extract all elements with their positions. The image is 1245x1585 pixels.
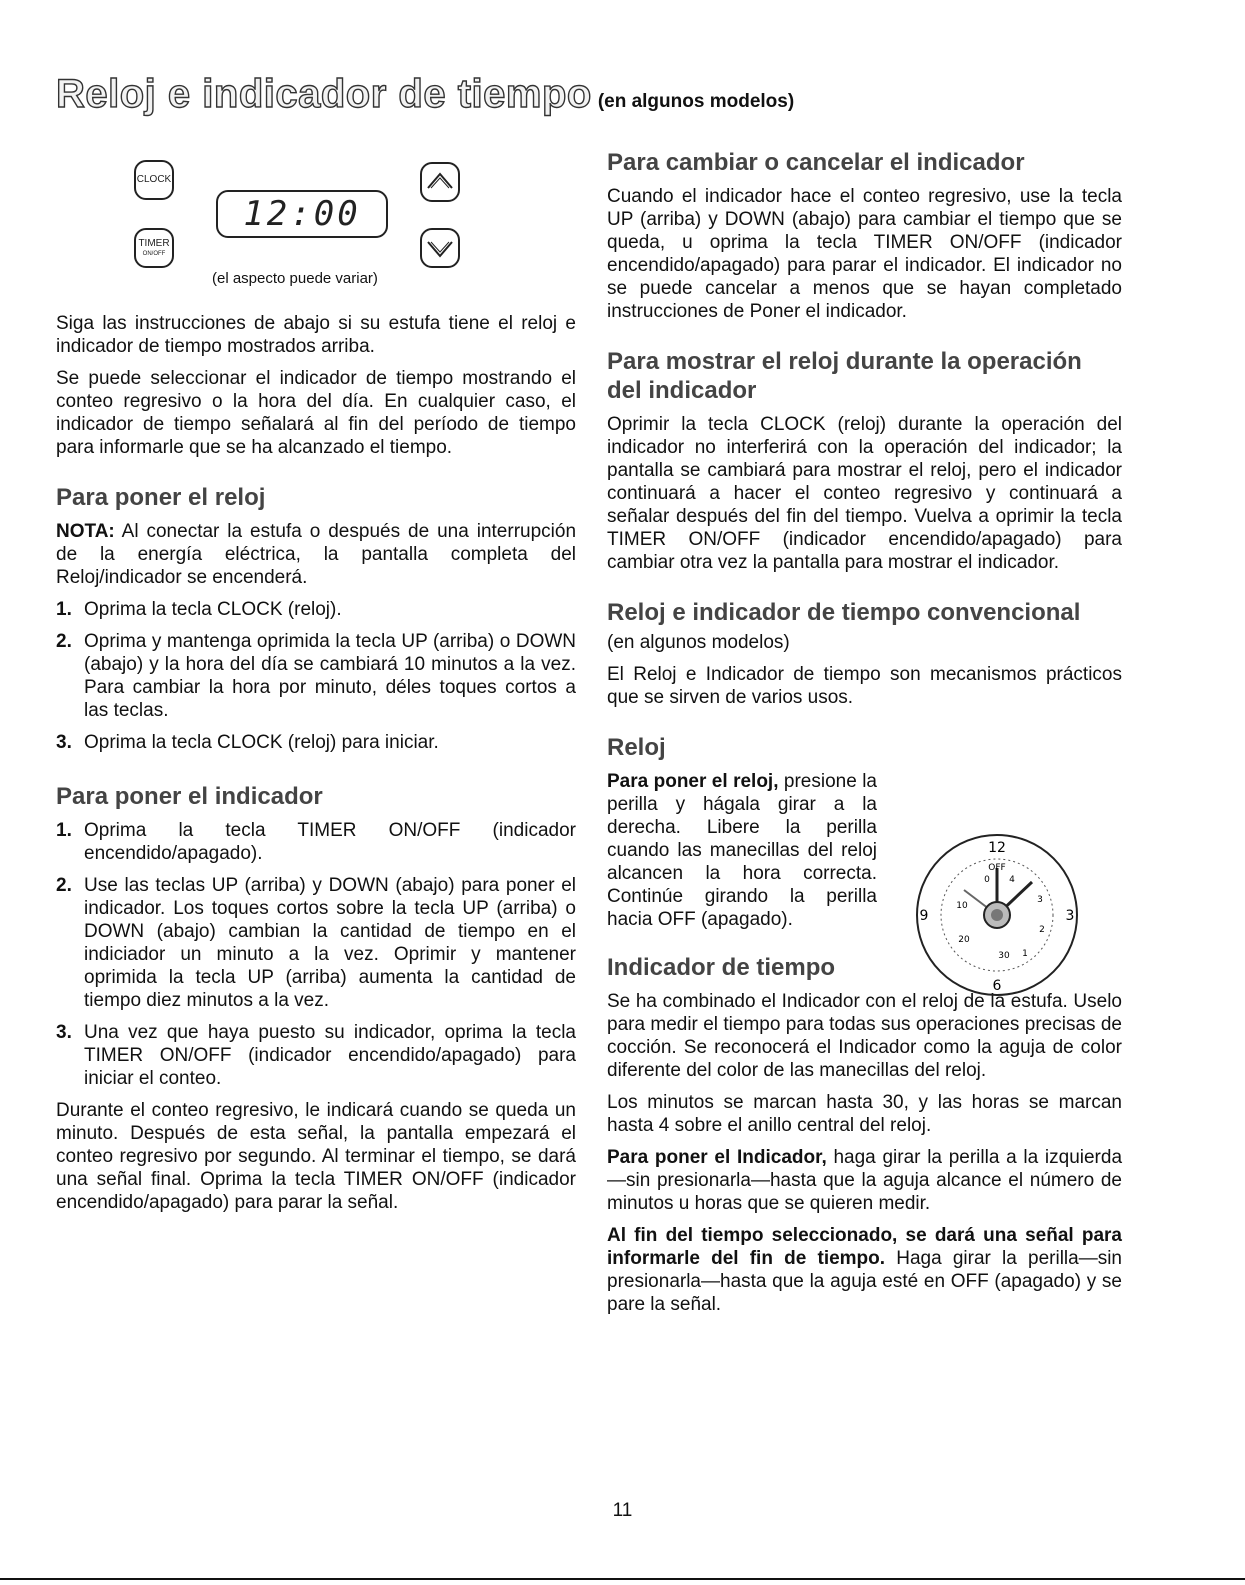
timer-button-label: TIMER <box>138 238 170 249</box>
conventional-paragraph: El Reloj e Indicador de tiempo son mecanismos prácticos que se sirven de varios usos. <box>607 664 1122 708</box>
show-clock-paragraph: Oprimir la tecla CLOCK (reloj) durante la operación del indicador no interferirá con la operación del indicador; la pantalla se cambiará para mostrar el reloj, pero el indicador continuará a hacer el conteo regresivo y continuará a señalar después del fin del tiempo. Vuelva a oprimir la tecla TIMER ON/OFF (indicador encendido/apagado) para cambiar otra vez la pantalla para mostrar el indicador. <box>607 414 1122 573</box>
change-timer-heading: Para cambiar o cancelar el indicador <box>607 149 1025 176</box>
down-arrow-icon <box>422 230 458 266</box>
page-title-sub: (en algunos modelos) <box>597 91 795 112</box>
set-timer-heading: Para poner el indicador <box>56 783 323 810</box>
reloj-paragraph <box>607 770 877 931</box>
list-item: 1. Oprima la tecla CLOCK (reloj). <box>56 599 342 620</box>
intro-paragraph-1: Siga las instrucciones de abajo si su estufa tiene el reloj e indicador de tiempo mostrados arriba. <box>56 313 576 357</box>
indicador-paragraph-3: Para poner el Indicador, haga girar la perilla a la izquierda—sin presionarla—hasta que la aguja alcance el número de minutos u horas que se quieren medir. <box>607 1147 1123 1214</box>
conventional-heading: Reloj e indicador de tiempo convencional <box>607 599 1081 626</box>
dial-label-20: 20 <box>958 935 970 945</box>
reloj-bold: Para poner el reloj, <box>607 771 779 792</box>
up-arrow-icon <box>422 164 458 200</box>
clock-dial-illustration <box>912 830 1082 1000</box>
dial-label-6: 6 <box>992 978 1002 994</box>
clock-button-label: CLOCK <box>136 174 172 185</box>
show-clock-heading: Para mostrar el reloj durante la operación del indicador <box>607 348 1082 404</box>
timer-display: 12:00 <box>216 190 388 238</box>
clock-dial-svg <box>912 830 1082 1000</box>
list-item: 1. Oprima la tecla TIMER ON/OFF (indicador encendido/apagado). <box>56 820 576 864</box>
page-title-main: Reloj e indicador de tiempo <box>56 72 592 116</box>
nota-text: Al conectar la estufa o después de una interrupción de la energía eléctrica, la pantalla completa del Reloj/indicador se encenderá. <box>56 521 577 588</box>
dial-label-0: 0 <box>984 875 990 885</box>
list-item: 3. Oprima la tecla CLOCK (reloj) para iniciar. <box>56 732 439 753</box>
dial-label-30: 30 <box>998 951 1010 961</box>
dial-label-4: 4 <box>1009 875 1015 885</box>
set-clock-steps <box>56 598 576 754</box>
up-button <box>420 162 460 202</box>
indicador-paragraph-2: Los minutos se marcan hasta 30, y las horas se marcan hasta 4 sobre el anillo central del reloj. <box>607 1092 1122 1136</box>
dial-label-3: 3 <box>1065 908 1075 924</box>
reloj-text: presione la perilla y hágala girar a la derecha. Libere la perilla cuando las manecillas del reloj alcancen la hora correcta. Continúe girando la perilla hacia OFF (apagado). <box>607 771 877 930</box>
timer-button-sublabel: ON/OFF <box>142 251 166 257</box>
dial-label-12: 12 <box>988 840 1006 856</box>
dial-label-m2: 2 <box>1039 925 1045 935</box>
dial-label-10: 10 <box>956 901 968 911</box>
right-column <box>607 148 1122 1325</box>
nota-label: NOTA: <box>56 521 115 542</box>
dial-label-off: OFF <box>988 863 1006 873</box>
down-button <box>420 228 460 268</box>
dial-label-9: 9 <box>919 908 929 924</box>
reloj-heading: Reloj <box>607 734 666 761</box>
page-title <box>56 72 794 117</box>
left-column <box>56 312 576 1223</box>
dial-knob-center <box>991 909 1003 921</box>
intro-paragraph-2: Se puede seleccionar el indicador de tiempo mostrando el conteo regresivo o la hora del día. En cualquier caso, el indicador de tiempo señalará al fin del período de tiempo para informarle que se ha alcanzado el tiempo. <box>56 368 576 458</box>
dial-label-m3: 3 <box>1037 895 1043 905</box>
list-item: 3. Una vez que haya puesto su indicador, oprima la tecla TIMER ON/OFF (indicador encendido/apagado) para iniciar el conteo. <box>56 1022 576 1089</box>
set-timer-steps <box>56 819 576 1090</box>
control-panel-illustration <box>130 160 470 290</box>
timer-button <box>134 228 174 268</box>
change-timer-paragraph: Cuando el indicador hace el conteo regresivo, use la tecla UP (arriba) y DOWN (abajo) para cambiar el tiempo que se queda, u oprima la tecla TIMER ON/OFF (indicador encendido/apagado) para parar el indicador. El indicador no se puede cancelar a menos que se hayan completado instrucciones de Poner el indicador. <box>607 186 1122 322</box>
set-clock-heading: Para poner el reloj <box>56 484 266 511</box>
clock-button <box>134 160 174 200</box>
dial-label-m1: 1 <box>1022 949 1028 959</box>
bottom-rule <box>0 1578 1245 1580</box>
indicador-paragraph-4: Al fin del tiempo seleccionado, se dará una señal para informarle del fin de tiempo. Haga girar la perilla—sin presionarla—hasta que la aguja esté en OFF (apagado) y se pare la señal. <box>607 1225 1122 1315</box>
list-item: 2. Use las teclas UP (arriba) y DOWN (abajo) para poner el indicador. Los toques cortos sobre la tecla UP (arriba) o DOWN (abajo) cambian la cantidad de tiempo en el indiciador un minuto a la vez. Oprimir y mantener oprimida la tecla UP (arriba) aumenta la cantidad de tiempo diez minutos a la vez. <box>56 875 576 1011</box>
conventional-subtitle: (en algunos modelos) <box>607 632 790 653</box>
page-number: 11 <box>612 1500 633 1521</box>
list-item: 2. Oprima y mantenga oprimida la tecla UP (arriba) o DOWN (abajo) y la hora del día se cambiará 10 minutos a la vez. Para cambiar la hora por minuto, déles toques cortos a las teclas. <box>56 631 576 721</box>
countdown-paragraph: Durante el conteo regresivo, le indicará cuando se queda un minuto. Después de esta señal, la pantalla empezará el conteo regresivo por segundo. Al terminar el tiempo, se dará una señal final. Oprima la tecla TIMER ON/OFF (indicador encendido/apagado) para parar la señal. <box>56 1100 576 1213</box>
panel-caption: (el aspecto puede variar) <box>212 270 378 287</box>
indicador-paragraph-1: Se ha combinado el Indicador con el reloj de la estufa. Uselo para medir el tiempo para todas sus operaciones precisas de cocción. Se reconocerá el Indicador como la aguja de color diferente del color de las manecillas del reloj. <box>607 991 1122 1081</box>
nota-paragraph <box>56 520 576 589</box>
indicador-heading: Indicador de tiempo <box>607 954 836 981</box>
